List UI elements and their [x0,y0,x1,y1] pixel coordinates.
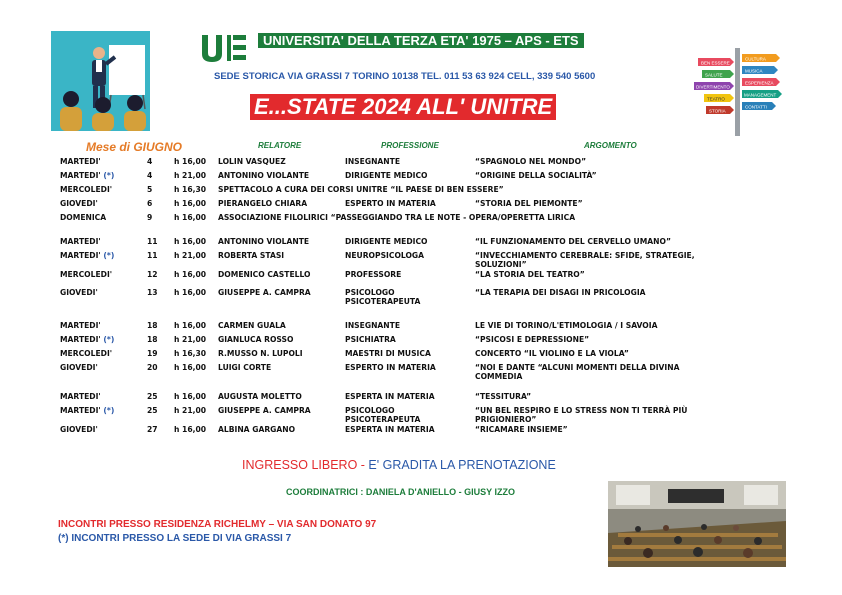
cell-date: 4 [147,171,153,180]
signpost-sign [742,78,780,86]
cell-professione: PSICOLOGO [345,288,395,297]
cell-argomento: “PSICOSI E DEPRESSIONE” [475,335,590,344]
cell-time: h 21,00 [174,406,207,415]
cell-time: h 16,00 [174,392,207,401]
cell-argomento: “RICAMARE INSIEME” [475,425,568,434]
cell-relatore: GIUSEPPE A. CAMPRA [218,406,311,415]
cell-day: MARTEDI' [60,157,101,166]
cell-relatore: ROBERTA STASI [218,251,285,260]
cell-argomento: “TESSITURA” [475,392,532,401]
cell-relatore: CARMEN GUALA [218,321,286,330]
cell-time: h 16,00 [174,270,207,279]
cell-professione: DIRIGENTE MEDICO [345,237,428,246]
cell-time: h 16,30 [174,349,207,358]
cell-professione: ESPERTO IN MATERIA [345,199,436,208]
cell-argomento: “NOI E DANTE “ALCUNI MOMENTI DELLA DIVINA [475,363,680,372]
signpost-sign [702,70,734,78]
cell-professione: MAESTRI DI MUSICA [345,349,431,358]
cell-professione: PSICOLOGO [345,406,395,415]
cell-day: MARTEDI' [60,392,101,401]
cell-argomento: CONCERTO “IL VIOLINO E LA VIOLA” [475,349,629,358]
signpost-sign [704,94,734,102]
cell-argomento-line2: SOLUZIONI” [475,260,527,269]
cell-relatore: PIERANGELO CHIARA [218,199,308,208]
cell-professione: DIRIGENTE MEDICO [345,171,428,180]
cell-day: MARTEDI' (*) [60,406,115,415]
cell-relatore: ASSOCIAZIONE FILOLIRICI “PASSEGGIANDO TRA LE NOTE - OPERA/OPERETTA LIRICA [218,213,576,222]
cell-argomento: “UN BEL RESPIRO E LO STRESS NON TI TERRÀ PIÙ [475,406,688,415]
cell-professione: ESPERTA IN MATERIA [345,392,435,401]
cell-date: 9 [147,213,153,222]
column-header-relatore: RELATORE [258,141,302,150]
classroom-photo [608,481,786,567]
signpost-sign-label: CULTURA [745,56,766,62]
cell-relatore: ANTONINO VIOLANTE [218,171,310,180]
cell-date: 11 [147,251,158,260]
cell-date: 4 [147,157,153,166]
cell-date: 19 [147,349,158,358]
ingresso-libero-note [242,458,556,472]
grassi-marker: (*) [103,335,115,344]
cell-argomento-line2: COMMEDIA [475,372,523,381]
cell-argomento: “SPAGNOLO NEL MONDO” [475,157,587,166]
cell-time: h 16,00 [174,237,207,246]
cell-relatore: AUGUSTA MOLETTO [218,392,302,401]
month-label: Mese di GIUGNO [86,140,183,154]
cell-time: h 16,00 [174,363,207,372]
incontri-grassi-note: (*) INCONTRI PRESSO LA SEDE DI VIA GRASSI 7 [58,533,292,544]
cell-date: 25 [147,406,158,415]
cell-day: GIOVEDI' [60,425,98,434]
cell-day: MARTEDI' (*) [60,335,115,344]
cell-day: DOMENICA [60,213,107,222]
cell-relatore: R.MUSSO N. LUPOLI [218,349,303,358]
signpost-sign-label: MANAGEMENT [744,92,777,98]
cell-day: GIOVEDI' [60,199,98,208]
signpost-illustration [692,46,784,136]
cell-day: GIOVEDI' [60,288,98,297]
cell-argomento: “LA TERAPIA DEI DISAGI IN PRICOLOGIA [475,288,646,297]
cell-date: 18 [147,321,158,330]
cell-relatore: GIUSEPPE A. CAMPRA [218,288,311,297]
cell-date: 6 [147,199,153,208]
cell-date: 25 [147,392,158,401]
signpost-sign [742,66,778,74]
sede-address: SEDE STORICA VIA GRASSI 7 TORINO 10138 TEL. 011 53 63 924 CELL, 339 540 5600 [214,71,596,82]
cell-professione: ESPERTA IN MATERIA [345,425,435,434]
column-header-professione: PROFESSIONE [381,141,439,150]
cell-time: h 16,00 [174,425,207,434]
cell-day: MERCOLEDI' [60,270,113,279]
page-title: E...STATE 2024 ALL' UNITRE [250,94,556,120]
signpost-sign-label: TEATRO [707,96,725,102]
cell-professione-line2: PSICOTERAPEUTA [345,415,421,424]
cell-day: MARTEDI' (*) [60,251,115,260]
cell-date: 27 [147,425,158,434]
grassi-marker: (*) [103,171,115,180]
cell-time: h 16,00 [174,288,207,297]
signpost-sign-label: MUSICA [745,68,763,74]
signpost-sign [742,54,780,62]
prenotazione-text: E' GRADITA LA PRENOTAZIONE [368,458,556,472]
signpost-sign-label: SALUTE [705,72,723,78]
cell-day: MARTEDI' [60,237,101,246]
grassi-marker: (*) [103,406,115,415]
cell-argomento: “ORIGINE DELLA SOCIALITÀ” [475,171,597,180]
cell-date: 20 [147,363,158,372]
cell-date: 11 [147,237,158,246]
grassi-marker: (*) [103,251,115,260]
cell-day: MERCOLEDI' [60,349,113,358]
cell-time: h 16,00 [174,213,207,222]
signpost-sign [742,102,776,110]
cell-time: h 21,00 [174,335,207,344]
signpost-sign-label: STORIA [709,108,726,114]
signpost-sign-label: ESPERIENZA [745,80,774,86]
cell-date: 12 [147,270,158,279]
cell-day: MARTEDI' [60,321,101,330]
cell-time: h 16,00 [174,199,207,208]
cell-day: GIOVEDI' [60,363,98,372]
coordinatrici: COORDINATRICI : DANIELA D'ANIELLO - GIUSY IZZO [286,487,515,497]
cell-professione: INSEGNANTE [345,157,401,166]
cell-professione-line2: PSICOTERAPEUTA [345,297,421,306]
cell-time: h 21,00 [174,251,207,260]
cell-relatore: SPETTACOLO A CURA DEI CORSI UNITRE “IL PAESE DI BEN ESSERE” [218,185,504,194]
cell-day: MERCOLEDI' [60,185,113,194]
cell-relatore: DOMENICO CASTELLO [218,270,311,279]
signpost-sign [706,106,734,114]
cell-date: 13 [147,288,158,297]
cell-relatore: ALBINA GARGANO [218,425,296,434]
signpost-sign-label: BEN ESSERE [701,60,730,66]
cell-time: h 21,00 [174,171,207,180]
cell-professione: ESPERTO IN MATERIA [345,363,436,372]
cell-relatore: LOLIN VASQUEZ [218,157,286,166]
signpost-sign [742,90,782,98]
university-title: UNIVERSITA' DELLA TERZA ETA' 1975 – APS - ETS [258,33,584,48]
cell-professione: PROFESSORE [345,270,402,279]
cell-date: 18 [147,335,158,344]
cell-argomento: “LA STORIA DEL TEATRO” [475,270,585,279]
cell-argomento-line2: PRIGIONIERO” [475,415,537,424]
column-header-argomento: ARGOMENTO [584,141,637,150]
cell-relatore: GIANLUCA ROSSO [218,335,294,344]
signpost-sign [694,82,734,90]
cell-relatore: ANTONINO VIOLANTE [218,237,310,246]
signpost-sign [698,58,734,66]
cell-argomento: “STORIA DEL PIEMONTE” [475,199,583,208]
cell-time: h 16,00 [174,321,207,330]
cell-relatore: LUIGI CORTE [218,363,272,372]
ingresso-libero-text: INGRESSO LIBERO - [242,458,369,472]
cell-professione: PSICHIATRA [345,335,396,344]
cell-day: MARTEDI' (*) [60,171,115,180]
cell-argomento: “IL FUNZIONAMENTO DEL CERVELLO UMANO” [475,237,671,246]
presentation-illustration [51,31,150,131]
cell-time: h 16,30 [174,185,207,194]
incontri-richelmy-note: INCONTRI PRESSO RESIDENZA RICHELMY – VIA SAN DONATO 97 [58,519,377,530]
cell-argomento: LE VIE DI TORINO/L'ETIMOLOGIA / I SAVOIA [475,321,658,330]
cell-argomento: “INVECCHIAMENTO CEREBRALE: SFIDE, STRATEGIE, [475,251,695,260]
cell-professione: NEUROPSICOLOGA [345,251,425,260]
cell-date: 5 [147,185,153,194]
signpost-sign-label: CONTATTI [745,104,767,110]
unitre-logo [200,33,248,63]
signpost-sign-label: DIVERTIMENTO [696,84,730,90]
cell-professione: INSEGNANTE [345,321,401,330]
cell-time: h 16,00 [174,157,207,166]
